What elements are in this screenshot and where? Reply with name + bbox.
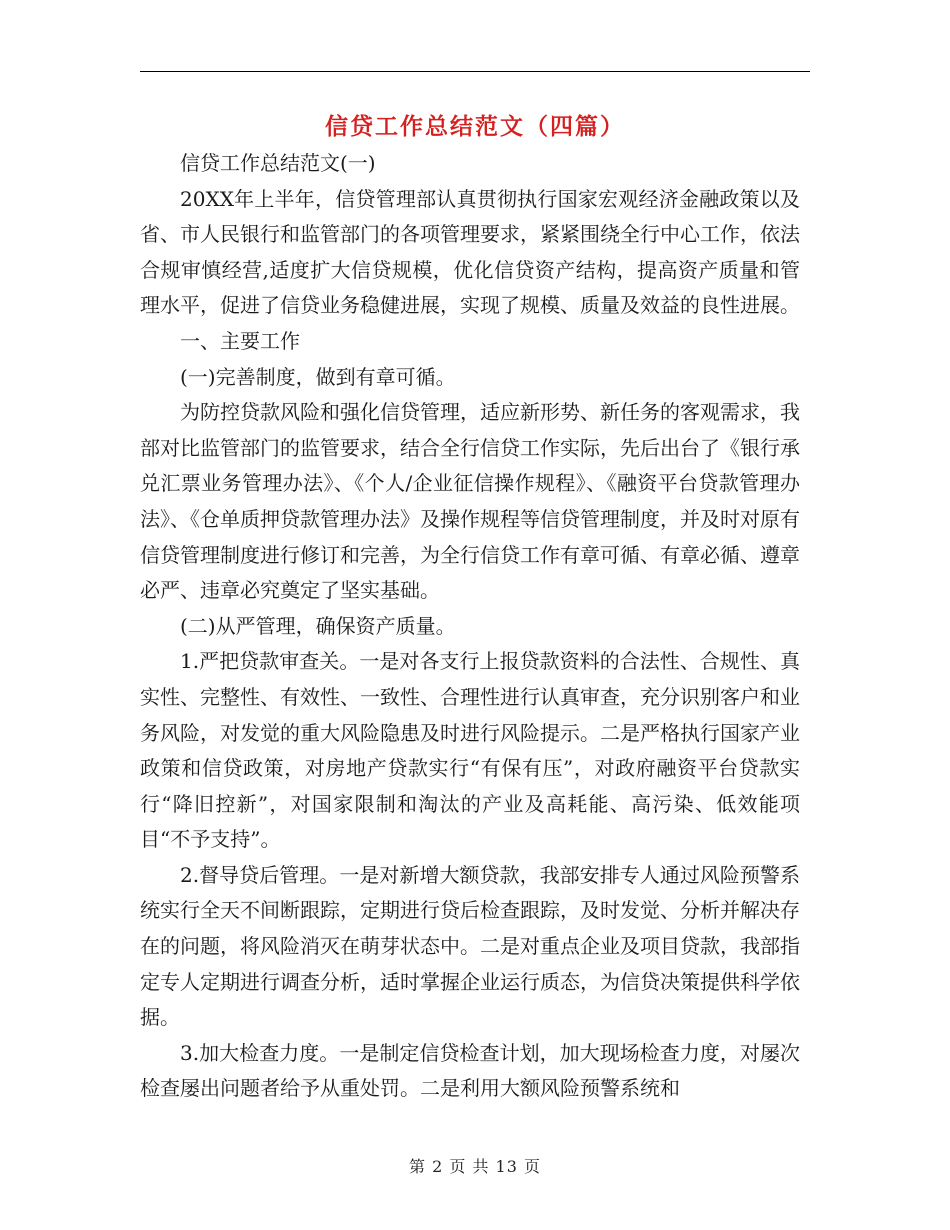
paragraph-regulations: 为防控贷款风险和强化信贷管理，适应新形势、新任务的客观需求，我部对比监管部门的监管要求，结合全行信贷工作实际，先后出台了《银行承兑汇票业务管理办法》、《个人/企业征信操作规程》、《融资平台贷款管理办法》、《仓单质押贷款管理办法》及操作规程等信贷管理制度，并及时对原有信贷管理制度进行修订和完善，为全行信贷工作有章可循、有章必循、遵章必严、违章必究奠定了坚实基础。 <box>140 400 800 603</box>
paragraph-post-loan: 2.督导贷后管理。一是对新增大额贷款，我部安排专人通过风险预警系统实行全天不间断跟踪，定期进行贷后检查跟踪，及时发觉、分析并解决存在的问题，将风险消灭在萌芽状态中。二是对重点企业及项目贷款，我部指定专人定期进行调查分析，适时掌握企业运行质态，为信贷决策提供科学依据。 <box>140 862 800 1030</box>
paragraph-inspection: 3.加大检查力度。一是制定信贷检查计划，加大现场检查力度，对屡次检查屡出问题者给予从重处罚。二是利用大额风险预警系统和 <box>140 1040 800 1101</box>
document-body <box>140 146 800 1107</box>
subsection-heading-2: (二)从严管理，确保资产质量。 <box>180 613 456 638</box>
section-heading-main-work: 一、主要工作 <box>180 328 300 353</box>
page-number: 第 2 页 共 13 页 <box>409 1157 541 1176</box>
paragraph-subtitle: 信贷工作总结范文(一) <box>180 151 376 175</box>
subsection-heading-1: (一)完善制度，做到有章可循。 <box>180 364 456 389</box>
paragraph-loan-review: 1.严把贷款审查关。一是对各支行上报贷款资料的合法性、合规性、真实性、完整性、有效性、一致性、合理性进行认真审查，充分识别客户和业务风险，对发觉的重大风险隐患及时进行风险提示。二是严格执行国家产业政策和信贷政策，对房地产贷款实行“有保有压”，对政府融资平台贷款实行“降旧控新”，对国家限制和淘汰的产业及高耗能、高污染、低效能项目“不予支持”。 <box>140 649 800 852</box>
paragraph-intro: 20XX年上半年，信贷管理部认真贯彻执行国家宏观经济金融政策以及省、市人民银行和监管部门的各项管理要求，紧紧围绕全行中心工作，依法合规审慎经营,适度扩大信贷规模，优化信贷资产结构，提高资产质量和管理水平，促进了信贷业务稳健进展，实现了规模、质量及效益的良性进展。 <box>140 186 800 318</box>
document-title: 信贷工作总结范文（四篇） <box>325 113 625 140</box>
header-rule <box>140 71 810 72</box>
